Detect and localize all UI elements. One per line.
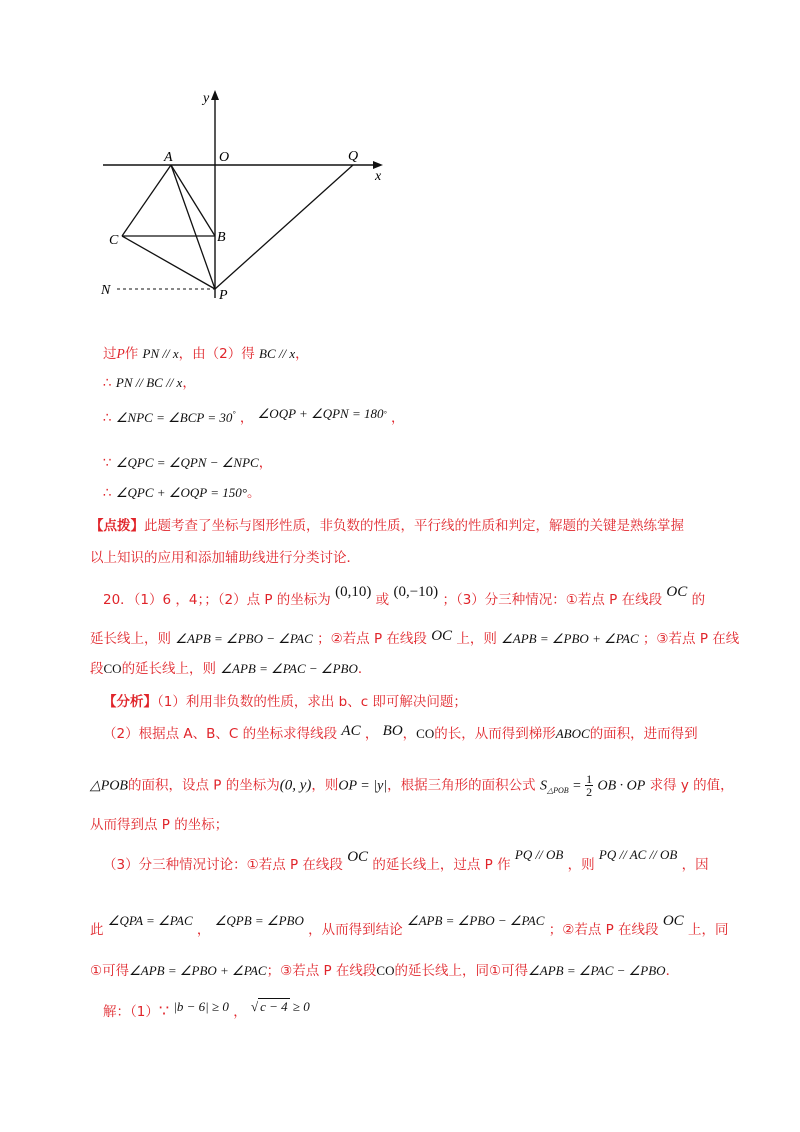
solution-line-1 <box>103 342 309 362</box>
dianbo-line-1 <box>90 514 684 534</box>
text: ；③若点 P 在线段 <box>266 963 377 979</box>
formula: ∠OQP + ∠QPN = 180 <box>257 406 384 421</box>
fraction-half <box>585 773 593 798</box>
text: 求得 y 的值， <box>649 777 734 794</box>
q20-line-3 <box>90 657 371 677</box>
text: 的长，从而得到梯形 <box>434 726 556 742</box>
text: 的面积，进而得到 <box>589 726 698 742</box>
fenxi-line-5 <box>103 847 709 874</box>
text: ；②若点 P 在线段 <box>548 922 659 938</box>
segment-BO: BO <box>382 723 403 739</box>
formula: OB · OP <box>597 778 646 794</box>
text: 解：（1） <box>103 1004 159 1020</box>
formula: BC // x <box>259 346 296 361</box>
q20-line-1 <box>103 584 706 609</box>
formula: ∠NPC = ∠BCP = 30 <box>115 410 233 425</box>
text: 的延长线上，则 <box>121 661 217 677</box>
text: 延长线上，则 <box>90 631 171 647</box>
fenxi-line-1 <box>103 690 467 710</box>
coord-2: (0,−10) <box>393 584 439 600</box>
coord-1: (0,10) <box>335 584 372 600</box>
y-axis-arrow <box>211 90 219 100</box>
text: ． <box>665 963 680 979</box>
formula-sqrt: √ c − 4 ≥ 0 <box>250 999 310 1014</box>
trapezoid-ABOC: ABOC <box>555 726 590 741</box>
formula: ∠APB = ∠PBO + ∠PAC <box>129 963 267 978</box>
therefore-symbol: ∴ <box>103 485 112 501</box>
text: ， <box>258 455 273 471</box>
formula: ∠APB = ∠PAC − ∠PBO <box>220 661 358 676</box>
text: ． <box>357 661 372 677</box>
text: 的延长线上，过点 P 作 <box>372 857 511 873</box>
x-axis-arrow <box>373 161 383 169</box>
formula: ∠QPC + ∠OQP = 150° <box>115 485 247 500</box>
text: 上，同 <box>687 922 729 938</box>
segment-AC <box>122 165 171 236</box>
text: 作 <box>124 346 139 362</box>
segment-OC: OC <box>347 849 369 865</box>
radicand: c − 4 <box>260 999 288 1014</box>
label-O: O <box>219 150 230 165</box>
text: 20．（1）6 ，4；；（2）点 P 的坐标为 <box>103 592 331 608</box>
coord-0y: (0, y) <box>279 777 312 794</box>
fenxi-tag: 【分析】 <box>103 694 157 710</box>
formula: PN // BC // x <box>115 375 183 390</box>
text: 的延长线上，同①可得 <box>394 963 529 979</box>
segment-OC: OC <box>431 628 453 644</box>
label-P: P <box>219 288 228 303</box>
fenxi-line-2 <box>103 722 698 743</box>
jie-line <box>103 1000 310 1020</box>
area-symbol: S <box>539 778 547 794</box>
segment-AP <box>171 165 215 289</box>
formula: ∠QPC = ∠QPN − ∠NPC <box>115 455 259 470</box>
solution-line-3: ∴ ∠NPC = ∠BCP = 30° ， ∠OQP + ∠QPN = 180° ， <box>103 406 405 426</box>
formula: PQ // OB <box>514 847 564 862</box>
formula: PN // x <box>142 346 179 361</box>
fenxi-line-6 <box>90 913 729 939</box>
text: ，则 <box>567 857 595 873</box>
therefore-symbol: ∴ <box>103 375 112 391</box>
text: 从而得到点 P 的坐标； <box>90 817 229 833</box>
formula-abs: |b − 6| ≥ 0 <box>173 999 229 1014</box>
text: （1）利用非负数的性质，求出 b、c 即可解决问题； <box>157 694 467 710</box>
text: （2）根据点 A、B、C 的坐标求得线段 <box>103 726 338 742</box>
text: ①可得 <box>90 963 130 979</box>
text: ， <box>391 410 405 426</box>
formula: ∠QPB = ∠PBO <box>214 913 304 928</box>
solution-line-2 <box>103 371 196 391</box>
text: ≥ 0 <box>292 999 310 1014</box>
segment-AC: AC <box>341 723 361 739</box>
equals: = <box>572 778 581 794</box>
segment-OC: OC <box>666 584 688 600</box>
formula: ∠APB = ∠PBO + ∠PAC <box>501 631 639 646</box>
solution-line-4 <box>103 451 272 471</box>
label-y: y <box>203 91 210 106</box>
label-x: x <box>375 169 382 184</box>
text: 的 <box>691 592 706 608</box>
text: ， <box>239 410 254 426</box>
fenxi-line-3 <box>90 773 734 798</box>
therefore-symbol: ∴ <box>103 410 112 426</box>
text: 此 <box>90 922 104 938</box>
text: ；②若点 P 在线段 <box>317 631 427 647</box>
text: ，因 <box>681 857 709 873</box>
text: ， <box>402 726 417 742</box>
text: ， <box>295 346 309 362</box>
point-P: P <box>116 346 125 361</box>
text: 过 <box>103 346 117 362</box>
text: ， <box>182 375 196 391</box>
because-symbol: ∵ <box>158 1001 170 1020</box>
segment-CO: CO <box>376 963 395 978</box>
label-C: C <box>109 233 119 248</box>
formula: ∠QPA = ∠PAC <box>107 913 193 928</box>
segment-CO: CO <box>416 726 435 741</box>
text: （3）分三种情况讨论：①若点 P 在线段 <box>103 857 343 873</box>
segment-OC: OC <box>662 913 684 929</box>
text: ，根据三角形的面积公式 <box>387 777 536 794</box>
text: ， <box>233 1004 247 1020</box>
formula: ∠APB = ∠PAC − ∠PBO <box>528 963 666 978</box>
label-N: N <box>101 283 111 298</box>
segment-CP <box>122 236 215 289</box>
geometry-figure <box>95 88 395 303</box>
text: ；（3）分三种情况：①若点 P 在线段 <box>442 592 663 608</box>
formula-op: OP = |y| <box>338 778 388 794</box>
text: ，由（2）得 <box>178 346 255 362</box>
text: 或 <box>375 592 390 608</box>
fenxi-line-7 <box>90 959 679 979</box>
formula: PQ // AC // OB <box>598 847 678 862</box>
triangle-POB: △POB <box>90 778 128 794</box>
segment-CO: CO <box>103 661 122 676</box>
solution-line-5 <box>103 481 260 501</box>
formula: ∠APB = ∠PBO − ∠PAC <box>406 913 545 928</box>
text: ；③若点 P 在线 <box>642 631 740 647</box>
text: ， <box>364 726 379 742</box>
segment-PQ <box>215 165 353 289</box>
fenxi-line-4 <box>90 813 228 833</box>
text: ，从而得到结论 <box>308 922 403 938</box>
label-A: A <box>164 150 173 165</box>
label-B: B <box>217 230 226 245</box>
text: 。 <box>246 485 261 501</box>
dianbo-text: 以上知识的应用和添加辅助线进行分类讨论． <box>90 550 360 566</box>
text: 段 <box>90 661 104 677</box>
text: 的面积，设点 P 的坐标为 <box>127 777 280 794</box>
text: ， <box>196 922 211 938</box>
text: ，则 <box>311 777 339 794</box>
dianbo-text: 此题考查了坐标与图形性质，非负数的性质，平行线的性质和判定，解题的关键是熟练掌握 <box>144 518 684 534</box>
because-symbol: ∵ <box>103 455 112 471</box>
q20-line-2 <box>90 627 739 648</box>
denominator: 2 <box>586 785 593 799</box>
dianbo-line-2 <box>90 546 360 566</box>
dianbo-tag: 【点拨】 <box>90 518 144 534</box>
formula: ∠APB = ∠PBO − ∠PAC <box>175 631 313 646</box>
numerator: 1 <box>586 772 593 786</box>
text: 上，则 <box>456 631 497 647</box>
area-subscript: △POB <box>546 786 569 796</box>
label-Q: Q <box>348 149 359 164</box>
